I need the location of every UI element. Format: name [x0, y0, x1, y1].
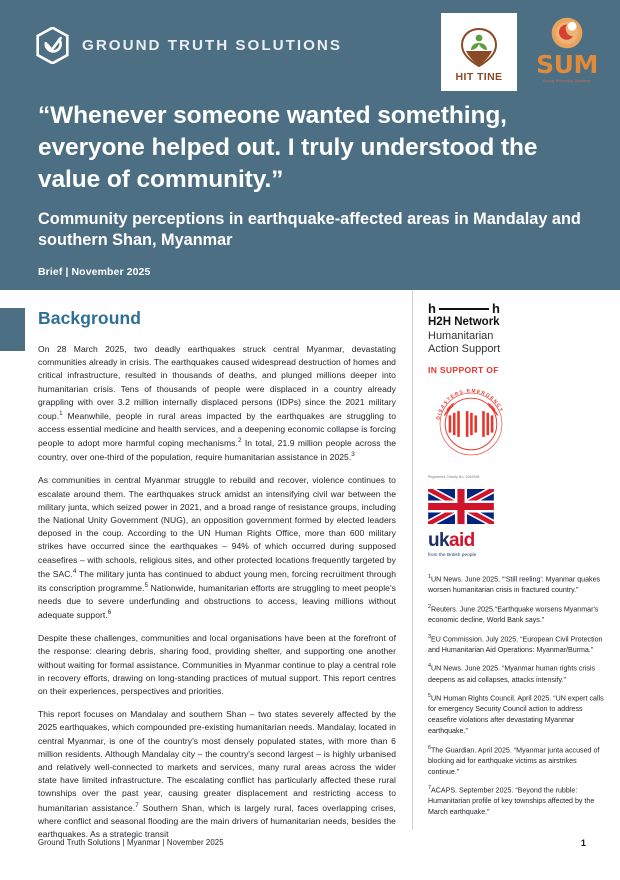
footnote-item — [428, 692, 608, 737]
footnote-text: Reuters. June 2025.“Earthquake worsens Myanmar's economic decline, World Bank says.” — [428, 605, 599, 625]
ukaid-aid-text: aid — [448, 530, 475, 552]
footnote-item — [428, 662, 608, 685]
h2h-right-letter: h — [491, 301, 500, 316]
h2h-tagline-line2: Action Support — [428, 342, 501, 355]
paragraph — [38, 474, 396, 622]
footnote-number: 4 — [428, 663, 431, 670]
paragraph — [38, 632, 396, 698]
paragraph-text: Southern Shan, which is largely rural, faces overlapping crises, where conflict and seasonal flooding are the main drivers of humanitarian needs, besides the earthquakes. As a strategic transit — [38, 802, 396, 839]
sidebar-column — [428, 302, 608, 825]
footnote-number: 3 — [428, 633, 431, 640]
union-jack-icon — [428, 489, 494, 524]
report-subtitle: Community perceptions in earthquake-affected areas in Mandalay and southern Shan, Myanmar — [38, 210, 581, 250]
h2h-connector-line — [439, 308, 489, 310]
h2h-tagline-line1: Humanitarian — [428, 329, 494, 342]
footnote-number: 1 — [428, 574, 431, 581]
footnote-marker: 3 — [351, 451, 355, 459]
paragraph-text: The military junta has continued to abduct young men, forcing recruitment through its conscription programme. — [38, 568, 396, 593]
svg-text:DISASTERS EMERGENCY: DISASTERS EMERGENCY — [436, 389, 504, 421]
paragraph — [38, 343, 396, 464]
footnote-marker: 6 — [107, 609, 112, 617]
h2h-left-letter: h — [428, 301, 436, 316]
footnote-item — [428, 633, 608, 656]
gts-hexagon-icon — [36, 27, 69, 64]
hit-tine-logo — [441, 13, 517, 91]
hit-tine-pin-icon — [459, 25, 499, 69]
partner-logos — [441, 13, 604, 91]
brief-date-line: Brief | November 2025 — [38, 266, 151, 278]
footnote-item — [428, 744, 608, 778]
paragraph-text: Nationwide, humanitarian efforts are struggling to meet people's needs due to severe underfunding and obstructions to access, leaving millions without adequate support. — [38, 582, 396, 620]
footnote-item — [428, 784, 608, 818]
footnote-number: 6 — [428, 744, 431, 751]
footnote-text: ACAPS. September 2025. “Beyond the rubble: Humanitarian profile of key townships affected by the March earthquake.” — [428, 786, 595, 817]
footnote-number: 5 — [428, 692, 431, 699]
dec-charity-number: Registered Charity No. 1062638 — [428, 475, 480, 480]
paragraph-text: Despite these challenges, communities and local organisations have been at the forefront of the response: clearing debris, sharing food, providing shelter, and supporting one another without waiting for formal assistance. Communities in Myanmar continue to play a central role in recovery efforts, drawing on long-standing practices of mutual support. This report centres on their experiences, perspectives and priorities. — [38, 633, 396, 696]
ukaid-tagline: from the British people — [428, 552, 477, 558]
h2h-network-name: H2H Network — [428, 316, 500, 328]
left-accent-block — [0, 308, 25, 351]
hit-tine-label: HIT TINE — [455, 71, 503, 83]
footnote-text: UN Human Rights Council. April 2025. “UN expert calls for emergency Security Council action to address ceasefire violations after devastating Myanmar earthquake.” — [428, 694, 604, 736]
footnote-marker: 2 — [237, 437, 242, 445]
sum-seed-icon — [550, 16, 584, 50]
page-number: 1 — [580, 838, 586, 849]
headline-quote: “Whenever someone wanted something, everyone helped out. I truly understood the value of community.” — [38, 102, 538, 193]
ukaid-logo — [428, 489, 502, 557]
footnote-text: EU Commission. July 2025. “European Civil Protection and Humanitarian Aid Operations: Myanmar/Burma.” — [428, 634, 603, 654]
footnote-number: 2 — [428, 603, 431, 610]
footnote-number: 7 — [428, 785, 431, 792]
h2h-rule-graphic — [428, 302, 608, 315]
footnote-marker: 1 — [59, 410, 63, 418]
footnote-text: UN News. June 2025. “'Still reeling': Myanmar quakes worsen humanitarian crisis in fractured country.” — [428, 575, 601, 595]
h2h-network-logo — [428, 302, 608, 356]
column-divider — [412, 290, 413, 830]
dec-logo — [428, 381, 514, 479]
page-title: Background — [38, 308, 142, 328]
organisation-logo — [36, 27, 342, 64]
ukaid-uk-text: uk — [428, 530, 449, 552]
paragraph-text: As communities in central Myanmar struggle to rebuild and recover, violence continues to escalate around them. The earthquakes struck amidst an intensifying civil war between the military junta, which seized power in 2021, and a broad range of resistance groups, including the National Unity Government (NUG), an opposition government formed by elected leaders deposed in the coup. According to the UN Human Rights Office, more than 600 military strikes have occurred since the earthquakes – 94% of which occurred during supposed ceasefires – with schools, religious sites, and other protected locations frequently targeted by the SAC. — [38, 475, 396, 579]
paragraph-text: In total, 21.9 million people across the country, over one-third of the population, require humanitarian assistance in 2025. — [38, 438, 396, 463]
sum-wordmark: SUM — [536, 50, 598, 79]
organisation-name: GROUND TRUTH SOLUTIONS — [82, 37, 342, 54]
sum-logo — [530, 13, 604, 91]
ukaid-wordmark — [428, 531, 502, 550]
in-support-of-label: IN SUPPORT OF — [428, 365, 499, 376]
footnote-item — [428, 573, 608, 596]
footnote-item — [428, 603, 608, 626]
footnote-marker: 5 — [144, 581, 149, 589]
paragraph-text: Meanwhile, people in rural areas impacted by the earthquakes are struggling to access essential medicine and health services, and a deepening economic collapse is forcing people to adopt more harmful coping mechanisms. — [38, 410, 396, 449]
footnote-text: The Guardian. April 2025. “Myanmar junta accused of blocking aid for earthquake victims as airstrikes continue.” — [428, 745, 600, 776]
paragraph — [38, 708, 396, 841]
footer-text: Ground Truth Solutions | Myanmar | November 2025 — [38, 838, 224, 847]
header-banner — [0, 0, 620, 290]
footnote-marker: 4 — [72, 567, 77, 575]
main-content-column — [38, 308, 396, 851]
footnote-marker: 7 — [135, 801, 139, 809]
dec-seal-icon — [428, 381, 514, 467]
sum-sublabel: Spring University Myanmar — [542, 79, 592, 83]
paragraph-text: This report focuses on Mandalay and southern Shan – two states severely affected by the 2025 earthquakes, which compounded pre-existing humanitarian needs. Mandalay, located in central Myanmar, is one of the country's most densely populated states, with more than 6 million residents. Although Mandalay city – the country's second largest – is highly urbanised and relatively well-connected to markets and services, many rural areas across the wider state have limited infrastructure. The escalating conflict has particularly affected these rural townships over the past year, causing greater displacement and restricting access to humanitarian assistance. — [38, 709, 396, 813]
footnotes-list — [428, 573, 608, 818]
footnote-text: UN News. June 2025. “Myanmar human rights crisis deepens as aid collapses, attacks intensify.” — [428, 664, 596, 684]
paragraph-text: On 28 March 2025, two deadly earthquakes struck central Myanmar, devastating communities already in crisis. The earthquakes caused widespread destruction of homes and critical infrastructure, resulted in thousands of deaths, and plunged millions deeper into humanitarian crisis. Tens of thousands of people were displaced in a country already grappling with over 3.2 million internally displaced persons (IDPs) since the 2021 military coup. — [38, 344, 396, 421]
